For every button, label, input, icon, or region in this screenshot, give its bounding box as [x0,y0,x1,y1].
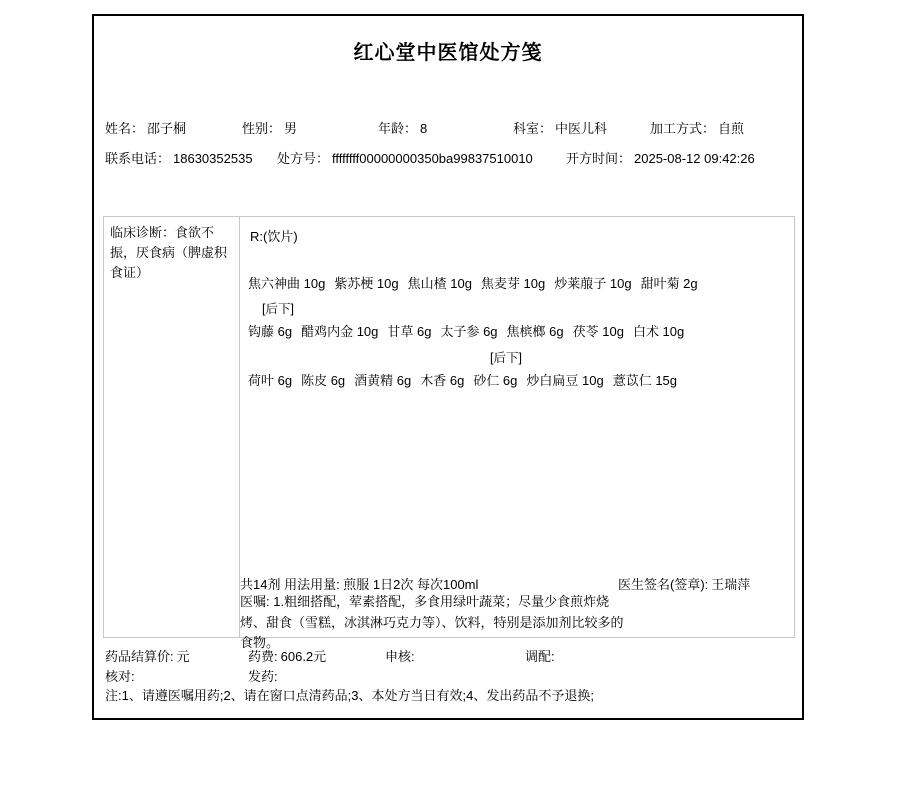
herb-item: 焦六神曲 10g [248,276,326,291]
patient-age-field [378,121,427,136]
check-label: 核对: [105,669,135,684]
herb-item: 钩藤 6g [248,324,293,339]
patient-gender-label: 性别： [242,121,282,136]
herb-item: 酒黄精 6g [354,373,412,388]
herb-item: 荷叶 6g [248,373,293,388]
herb-item: 薏苡仁 15g [612,373,678,388]
prepare-field [525,649,558,664]
contact-phone-field [105,151,253,166]
patient-gender-field [242,121,297,136]
dispense-field [248,669,281,684]
medicine-fee-label: 药费: [248,649,278,664]
clinical-diagnosis [110,223,228,283]
patient-department-field [513,121,607,136]
prescription-number-value: ffffffff00000000350ba99837510010 [332,151,533,166]
herb-item: 紫苏梗 10g [334,276,399,291]
herb-item: 焦槟榔 6g [506,324,564,339]
herb-item: 茯苓 10g [572,324,624,339]
patient-age-label: 年龄： [378,121,418,136]
processing-method-label: 加工方式： [650,121,716,136]
prescription-time-value: 2025-08-12 09:42:26 [634,151,755,166]
herb-item: 甜叶菊 2g [640,276,698,291]
herb-line-3 [248,373,686,388]
medicine-fee-field [248,649,326,664]
herb-item: 焦山楂 10g [407,276,472,291]
footer-note: 注:1、请遵医嘱用药;2、请在窗口点清药品;3、本处方当日有效;4、发出药品不予退换; [105,688,594,703]
dosage-line: 共14剂 用法用量: 煎服 1日2次 每次100ml [240,577,479,592]
herb-line-2 [248,324,693,339]
decoct-later-marker-2: [后下] [490,351,522,365]
medicine-fee-value: 606.2元 [280,649,327,664]
check-field [105,669,138,684]
prescription-time-label: 开方时间： [566,151,632,166]
settle-price-field [105,649,190,664]
clinical-diagnosis-value: 食欲不振，厌食病（脾虚积食证） [110,225,228,280]
contact-phone-label: 联系电话： [105,151,171,166]
diagnosis-divider [239,217,240,637]
decoct-later-marker-1: [后下] [262,302,294,316]
patient-name-field [105,121,186,136]
settle-price-value: 元 [176,649,190,664]
herb-item: 焦麦芽 10g [480,276,546,291]
herb-item: 醋鸡内金 10g [301,324,379,339]
doctor-signature [618,577,750,592]
patient-department-value: 中医儿科 [555,121,608,136]
herb-item: 甘草 6g [387,324,432,339]
settle-price-label: 药品结算价: [105,649,174,664]
prescription-time-field [566,151,755,166]
patient-name-value: 邵子桐 [147,121,187,136]
prepare-label: 调配: [525,649,555,664]
patient-department-label: 科室： [513,121,553,136]
patient-name-label: 姓名： [105,121,145,136]
rx-form-header: R:(饮片) [250,229,298,244]
review-label: 申核: [385,649,415,664]
medical-advice: 医嘱: 1.粗细搭配，荤素搭配，多食用绿叶蔬菜；尽量少食煎炸烧烤、甜食（雪糕，冰淇淋巧克力等）、饮料，特别是添加剂比较多的食物。 [240,594,624,650]
processing-method-value: 自煎 [718,121,745,136]
herb-item: 白术 10g [632,324,685,339]
clinical-diagnosis-label: 临床诊断： [110,225,176,240]
contact-phone-value: 18630352535 [173,151,253,166]
herb-item: 木香 6g [420,373,465,388]
doctor-signature-value: 王瑞萍 [711,577,751,592]
herb-item: 砂仁 6g [473,373,518,388]
prescription-number-field [277,151,533,166]
herb-item: 陈皮 6g [301,373,346,388]
dispense-label: 发药: [248,669,278,684]
processing-method-field [650,121,744,136]
review-field [385,649,418,664]
herb-item: 太子参 6g [440,324,498,339]
herb-item: 炒莱菔子 10g [554,276,632,291]
patient-age-value: 8 [420,121,428,136]
patient-gender-value: 男 [284,121,298,136]
herb-item: 炒白扁豆 10g [526,373,604,388]
herb-line-1 [248,276,707,291]
doctor-signature-label: 医生签名(签章): [618,577,709,592]
page-title: 红心堂中医馆处方笺 [353,42,543,64]
prescription-number-label: 处方号： [277,151,330,166]
